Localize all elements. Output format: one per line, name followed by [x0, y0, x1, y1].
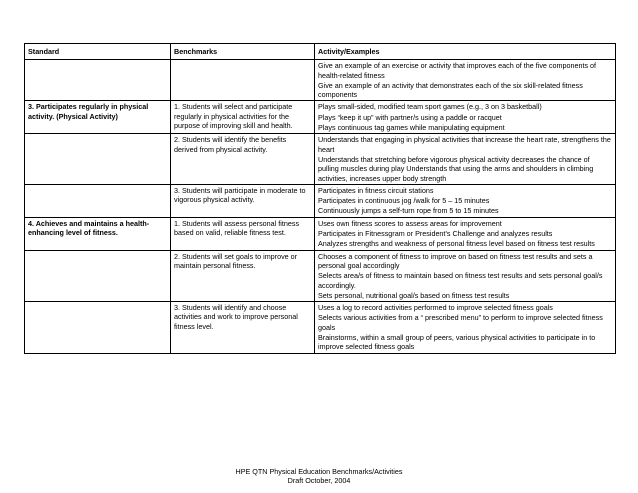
header-standard: Standard	[25, 44, 171, 60]
benchmarks-table	[24, 43, 616, 354]
activity-example: Give an example of an exercise or activity that improves each of the five components of health-related fitness	[318, 61, 597, 80]
activity-example: Uses own fitness scores to assess areas for improvement	[318, 218, 502, 228]
table-row	[25, 184, 616, 217]
activity-example: Selects area/s of fitness to maintain based on fitness test results and sets personal goal/s accordingly.	[318, 271, 603, 290]
footer-date: Draft October, 2004	[287, 476, 351, 485]
activity-example: Analyzes strengths and weakness of personal fitness level based on fitness test results	[318, 239, 595, 249]
activities-cell	[315, 302, 616, 353]
activity-example: Chooses a component of fitness to improve on based on fitness test results and sets a personal goal accordingly	[318, 251, 593, 270]
activity-example: Understands that stretching before vigorous physical activity decreases the chance of pulling muscles during play Understands that using the arms and shoulders in climbing activities, increases upper body strength	[318, 154, 594, 183]
standard-cell	[25, 60, 171, 101]
benchmark-cell: 1. Students will select and participate regularly in physical activities for the purpose of improving skill and health.	[171, 101, 315, 134]
activities-cell	[315, 217, 616, 250]
standard-cell: 3. Participates regularly in physical activity. (Physical Activity)	[25, 101, 171, 134]
table-row	[25, 217, 616, 250]
activity-example: Sets personal, nutritional goal/s based on fitness test results	[318, 290, 510, 300]
activities-cell	[315, 101, 616, 134]
activities-cell	[315, 60, 616, 101]
activity-example: Understands that engaging in physical activities that increase the heart rate, strengthens the heart	[318, 135, 611, 154]
activity-example: Participates in continuous jog /walk for 5 – 15 minutes	[318, 196, 490, 206]
standard-cell	[25, 184, 171, 217]
benchmark-cell: 1. Students will assess personal fitness based on valid, reliable fitness test.	[171, 217, 315, 250]
activity-example: Participates in Fitnessgram or President’s Challenge and analyzes results	[318, 229, 553, 239]
standard-cell: 4. Achieves and maintains a health-enhancing level of fitness.	[25, 217, 171, 250]
table-row	[25, 101, 616, 134]
table-row	[25, 250, 616, 301]
activity-example: Participates in fitness circuit stations	[318, 185, 434, 195]
table-body	[25, 60, 616, 353]
activity-example: Plays “keep it up” with partner/s using a paddle or racquet	[318, 112, 502, 122]
benchmark-cell: 3. Students will identify and choose activities and work to improve personal fitness level.	[171, 302, 315, 353]
standard-cell	[25, 250, 171, 301]
activity-example: Plays continuous tag games while manipulating equipment	[318, 123, 505, 133]
activity-example: Plays small-sided, modified team sport games (e.g., 3 on 3 basketball)	[318, 102, 542, 112]
activities-cell	[315, 184, 616, 217]
standard-cell	[25, 134, 171, 184]
table-row	[25, 134, 616, 184]
page-footer	[0, 467, 638, 485]
header-activity-examples: Activity/Examples	[315, 44, 616, 60]
activity-example: Uses a log to record activities performed to improve selected fitness goals	[318, 303, 553, 313]
activity-example: Give an example of an activity that demonstrates each of the six skill-related fitness components	[318, 80, 583, 100]
activities-cell	[315, 134, 616, 184]
table-header	[25, 44, 616, 60]
activity-example: Continuously jumps a self-turn rope from 5 to 15 minutes	[318, 206, 499, 216]
benchmark-cell: 2. Students will set goals to improve or maintain personal fitness.	[171, 250, 315, 301]
activities-cell	[315, 250, 616, 301]
table-row	[25, 302, 616, 353]
header-row	[25, 44, 616, 60]
benchmark-cell: 3. Students will participate in moderate to vigorous physical activity.	[171, 184, 315, 217]
footer-title: HPE QTN Physical Education Benchmarks/Activities	[235, 467, 403, 476]
activity-example: Brainstorms, within a small group of peers, various physical activities to participate in to improve selected fitness goals	[318, 333, 596, 352]
standard-cell	[25, 302, 171, 353]
header-benchmarks: Benchmarks	[171, 44, 315, 60]
table-row	[25, 60, 616, 101]
activity-example: Selects various activities from a “ prescribed menu” to perform to improve selected fitness goals	[318, 313, 603, 332]
benchmark-cell: 2. Students will identify the benefits derived from physical activity.	[171, 134, 315, 184]
benchmark-cell	[171, 60, 315, 101]
